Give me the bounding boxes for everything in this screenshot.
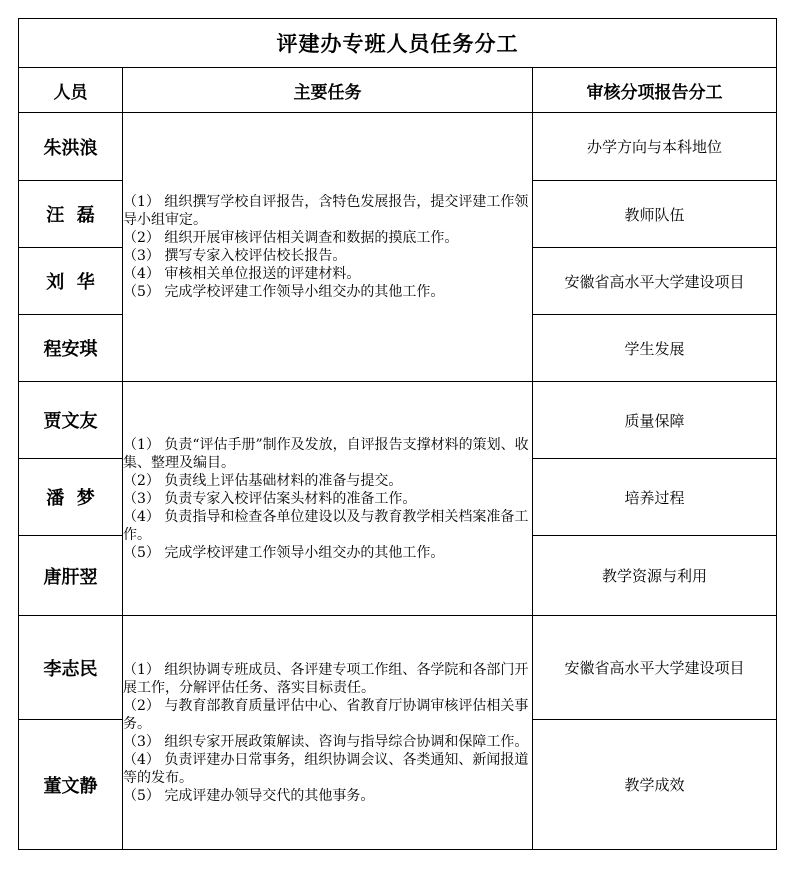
task-list <box>123 113 533 382</box>
table-row <box>19 616 777 720</box>
person-name: 程安琪 <box>19 315 123 382</box>
person-name: 朱洪浪 <box>19 113 123 181</box>
header-row <box>19 68 777 113</box>
person-name: 刘 华 <box>19 248 123 315</box>
assignment-table <box>18 18 777 850</box>
task-item: （1） 组织撰写学校自评报告，含特色发展报告，提交评建工作领导小组审定。 <box>123 194 529 228</box>
header-person: 人员 <box>19 68 123 113</box>
report-area: 教学成效 <box>533 720 777 850</box>
report-area: 安徽省高水平大学建设项目 <box>533 616 777 720</box>
person-name: 汪 磊 <box>19 181 123 248</box>
task-item: （1） 负责“评估手册”制作及发放，自评报告支撑材料的策划、收集、整理及编目。 <box>123 436 529 471</box>
task-item: （3） 组织专家开展政策解读、咨询与指导综合协调和保障工作。 <box>123 733 529 750</box>
task-item: （3） 负责专家入校评估案头材料的准备工作。 <box>123 490 417 507</box>
task-item: （2） 负责线上评估基础材料的准备与提交。 <box>123 472 403 489</box>
task-item: （1） 组织协调专班成员、各评建专项工作组、各学院和各部门开展工作，分解评估任务、落实目标责任。 <box>123 661 529 696</box>
task-item: （4） 负责评建办日常事务，组织协调会议、各类通知、新闻报道等的发布。 <box>123 751 529 786</box>
task-item: （4） 负责指导和检查各单位建设以及与教育教学相关档案准备工作。 <box>123 508 529 543</box>
table-row <box>19 382 777 459</box>
report-area: 办学方向与本科地位 <box>533 113 777 181</box>
task-item: （3） 撰写专家入校评估校长报告。 <box>123 248 347 264</box>
report-area: 培养过程 <box>533 459 777 536</box>
report-area: 教师队伍 <box>533 181 777 248</box>
report-area: 教学资源与利用 <box>533 536 777 616</box>
header-report: 审核分项报告分工 <box>533 68 777 113</box>
task-item: （2） 与教育部教育质量评估中心、省教育厅协调审核评估相关事务。 <box>123 697 529 732</box>
person-name: 李志民 <box>19 616 123 720</box>
report-area: 学生发展 <box>533 315 777 382</box>
person-name: 唐肝翌 <box>19 536 123 616</box>
task-list <box>123 616 533 850</box>
person-name: 贾文友 <box>19 382 123 459</box>
task-item: （5） 完成学校评建工作领导小组交办的其他工作。 <box>123 284 445 300</box>
table-title: 评建办专班人员任务分工 <box>19 19 777 68</box>
header-tasks: 主要任务 <box>123 68 533 113</box>
table-row <box>19 113 777 181</box>
person-name: 董文静 <box>19 720 123 850</box>
task-item: （5） 完成学校评建工作领导小组交办的其他工作。 <box>123 544 445 561</box>
report-area: 质量保障 <box>533 382 777 459</box>
person-name: 潘 梦 <box>19 459 123 536</box>
task-item: （4） 审核相关单位报送的评建材料。 <box>123 266 361 282</box>
task-list <box>123 382 533 616</box>
task-item: （2） 组织开展审核评估相关调查和数据的摸底工作。 <box>123 230 459 246</box>
task-item: （5） 完成评建办领导交代的其他事务。 <box>123 787 375 804</box>
title-row <box>19 19 777 68</box>
report-area: 安徽省高水平大学建设项目 <box>533 248 777 315</box>
